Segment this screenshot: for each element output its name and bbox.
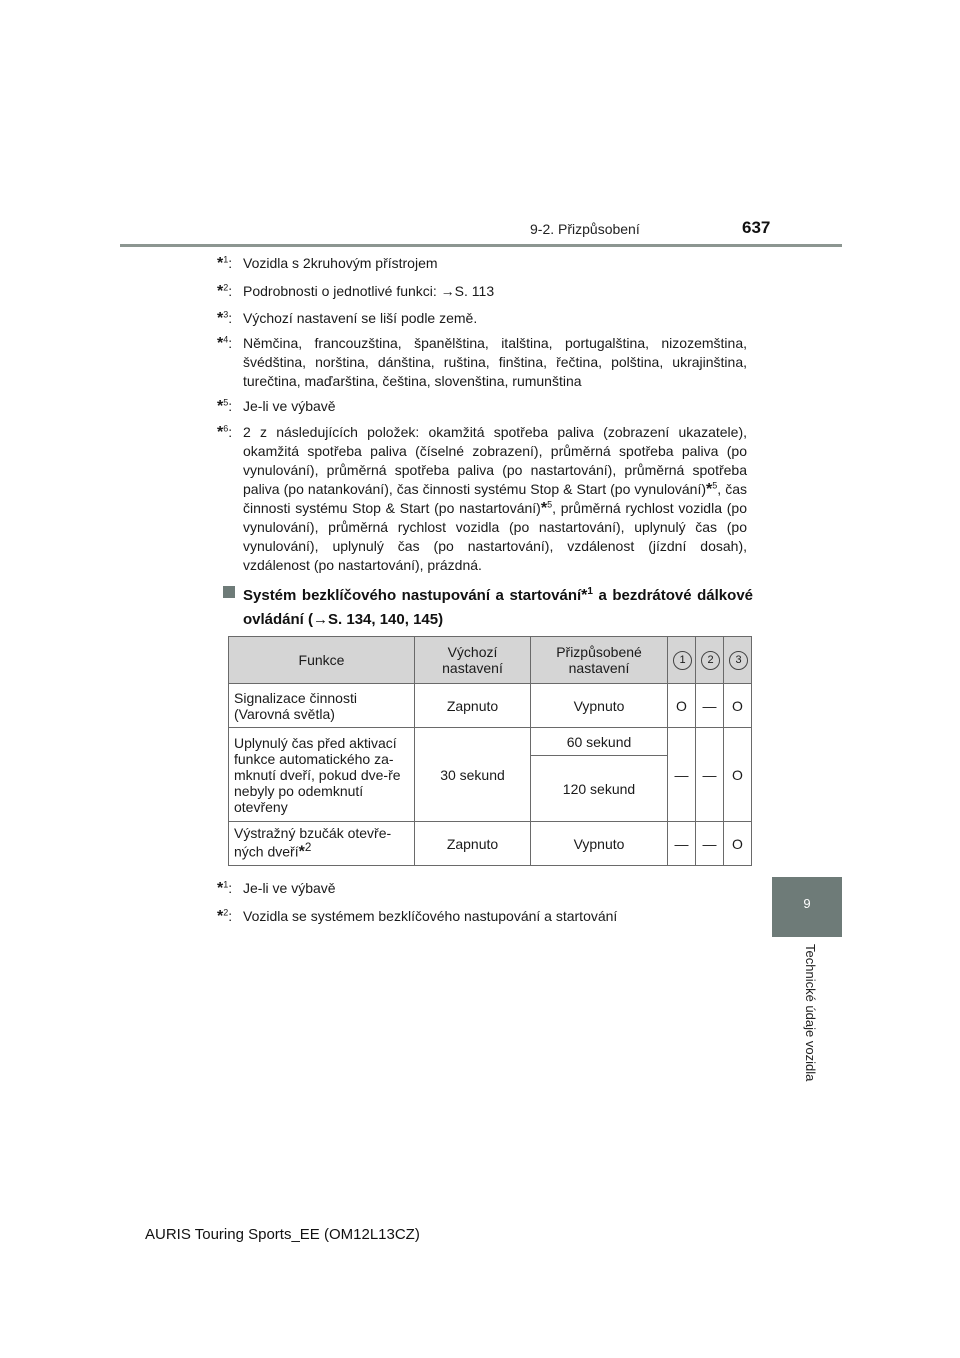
row-default: Zapnuto — [415, 822, 531, 866]
chapter-tab-number: 9 — [803, 896, 811, 911]
row-c1: — — [668, 822, 696, 866]
row-custom-b: 120 sekund — [531, 756, 668, 822]
row-c3: O — [724, 822, 752, 866]
footnote-text: Podrobnosti o jednotlivé funkci: →S. 113 — [243, 283, 495, 299]
row-function: Uplynulý čas před aktivací funkce automatického za-mknutí dveří, pokud dve-ře nebyly po odemknutí otevřeny — [229, 728, 415, 822]
header-funkce: Funkce — [229, 637, 415, 684]
row-c1: — — [668, 728, 696, 822]
footer-manual-id: AURIS Touring Sports_EE (OM12L13CZ) — [145, 1226, 420, 1243]
table-row — [229, 728, 752, 756]
header-col-1: 1 — [668, 637, 696, 684]
row-function: Signalizace činnosti (Varovná světla) — [229, 684, 415, 728]
section-title: 9-2. Přizpůsobení — [530, 221, 640, 237]
row-function: Výstražný bzučák otevře-ných dveří*$^2$ — [229, 822, 415, 866]
row-c2: — — [696, 684, 724, 728]
row-c1: O — [668, 684, 696, 728]
footnote-6: *$^6$: 2 z následujících položek: okamžitá spotřeba paliva (zobrazení ukazatele), okamžitá spotřeba paliva (číselné zobrazení), průměrná spotřeba paliva (po vynulování), průměrná spotřeba paliva (po nastartování), průměrná spotřeba paliva (po natankování), čas činnosti systému Stop & Start (po vynulování)*$^5$, čas činnosti systému Stop & Start (po nastartování)*$^5$, průměrná rychlost vozidla (po vynulování), průměrná rychlost vozidla (po nastartování), uplynulý čas (po vynulování), uplynulý čas (po nastartování), vzdálenost (jízdní dosah), vzdálenost (po nastartování), prázdná. — [217, 423, 747, 573]
page-number: 637 — [742, 218, 771, 237]
row-c3: O — [724, 684, 752, 728]
header-rule — [120, 244, 842, 247]
table-header-row — [229, 637, 752, 684]
footnote-3: *$^3$: Výchozí nastavení se liší podle země. — [217, 309, 747, 328]
footnote-1: *$^1$: Vozidla s 2kruhovým přístrojem — [217, 254, 747, 273]
heading-bullet-icon — [223, 586, 235, 598]
row-default: Zapnuto — [415, 684, 531, 728]
row-c2: — — [696, 728, 724, 822]
footnote-text: Němčina, francouzština, španělština, italština, portugalština, nizozemština, švédština, norština, dánština, ruština, finština, řečtina, polština, ukrajinština, turečtina, maďarština, čeština, slovenština, rumunština — [243, 335, 747, 389]
row-custom: Vypnuto — [531, 684, 668, 728]
header-col-3: 3 — [724, 637, 752, 684]
footnote-5: *$^5$: Je-li ve výbavě — [217, 397, 747, 416]
row-c3: O — [724, 728, 752, 822]
header-col-2: 2 — [696, 637, 724, 684]
header-custom: Přizpůsobené nastavení — [531, 637, 668, 684]
row-custom-a: 60 sekund — [531, 728, 668, 756]
footnote-text: Vozidla s 2kruhovým přístrojem — [243, 255, 438, 271]
row-c2: — — [696, 822, 724, 866]
footnote-text: Je-li ve výbavě — [243, 880, 336, 896]
settings-table — [228, 636, 752, 866]
chapter-tab-label: Technické údaje vozidla — [803, 944, 818, 1082]
row-custom: Vypnuto — [531, 822, 668, 866]
footnote-text: 2 z následujících položek: okamžitá spotřeba paliva (zobrazení ukazatele), okamžitá spotřeba paliva (číselné zobrazení), průměrná spotřeba paliva (po vynulování), průměrná spotřeba paliva (po nastartování), průměrná spotřeba paliva (po natankování), čas činnosti systému Stop & Start (po vynulování)*$^5$, čas činnosti systému Stop & Start (po nastartování)*$^5$, průměrná rychlost vozidla (po vynulování), průměrná rychlost vozidla (po nastartování), uplynulý čas (po vynulování), uplynulý čas (po nastartování), vzdálenost (jízdní dosah), vzdálenost (po nastartování), prázdná. — [243, 424, 747, 573]
table-footnote-1: *$^1$: Je-li ve výbavě — [217, 879, 747, 898]
footnote-text: Vozidla se systémem bezklíčového nastupování a startování — [243, 908, 618, 924]
footnote-text: Výchozí nastavení se liší podle země. — [243, 310, 478, 326]
row-default: 30 sekund — [415, 728, 531, 822]
section-heading: Systém bezklíčového nastupování a startování*$^1$ a bezdrátové dálkové ovládání (→S. 134, 140, 145) — [223, 580, 753, 632]
footnote-text: Je-li ve výbavě — [243, 398, 336, 414]
footnote-2: *$^2$: Podrobnosti o jednotlivé funkci: →S. 113 — [217, 282, 747, 301]
header-default: Výchozí nastavení — [415, 637, 531, 684]
table-row — [229, 822, 752, 866]
footnote-4: *$^4$: Němčina, francouzština, španělština, italština, portugalština, nizozemština, švédština, norština, dánština, ruština, finština, řečtina, polština, ukrajinština, turečtina, maďarština, čeština, slovenština, rumunština — [217, 334, 747, 389]
table-footnote-2: *$^2$: Vozidla se systémem bezklíčového nastupování a startování — [217, 907, 747, 926]
table-row — [229, 684, 752, 728]
